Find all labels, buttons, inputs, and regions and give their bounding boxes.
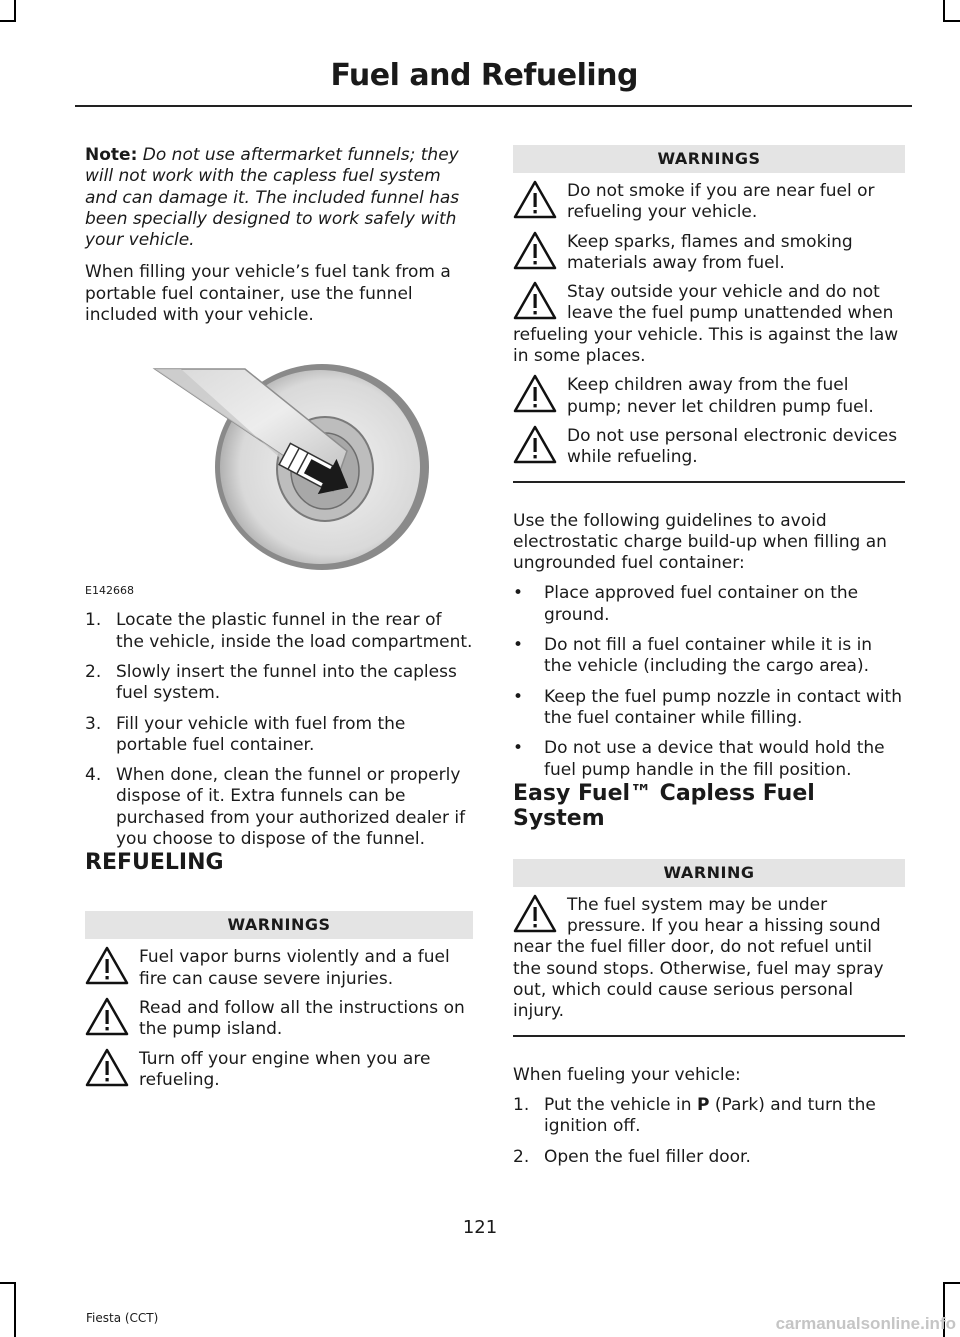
warning-triangle-icon xyxy=(513,424,565,466)
right-column xyxy=(513,145,905,1168)
watermark: carmanualsonline.info xyxy=(775,1314,956,1333)
fueling-steps xyxy=(513,1095,905,1168)
step-number: 2. xyxy=(513,1146,530,1167)
figure-code: E142668 xyxy=(85,584,134,598)
park-label: P xyxy=(696,1094,710,1115)
list-item xyxy=(513,635,905,678)
list-item xyxy=(513,687,905,730)
warning-text: Keep sparks, flames and smoking materials away from fuel. xyxy=(567,231,853,273)
list-item xyxy=(85,765,473,850)
bullet-text: Do not fill a fuel container while it is in the vehicle (including the cargo area). xyxy=(544,635,873,677)
crop-mark xyxy=(943,1282,960,1284)
warning-item xyxy=(513,282,905,367)
list-item xyxy=(513,583,905,626)
step-number: 1. xyxy=(85,610,102,631)
warning-triangle-icon xyxy=(513,893,565,935)
crop-mark xyxy=(943,0,945,22)
warning-text: Do not smoke if you are near fuel or refueling your vehicle. xyxy=(567,181,875,223)
warning-text: Read and follow all the instructions on the pump island. xyxy=(139,997,465,1040)
warning-text: Turn off your engine when you are refueling. xyxy=(139,1048,431,1090)
warning-banner: WARNING xyxy=(513,859,905,887)
header-rule xyxy=(75,105,912,107)
list-item xyxy=(513,1095,905,1138)
funnel-steps xyxy=(85,610,473,850)
warning-text: Fuel vapor burns violently and a fuel fire can cause severe injuries. xyxy=(139,947,450,989)
section-heading-easy-fuel: Easy Fuel™ Capless Fuel System xyxy=(513,780,815,831)
bullet-text: Place approved fuel container on the ground. xyxy=(544,583,859,625)
bullet-text: Do not use a device that would hold the fuel pump handle in the fill position. xyxy=(544,738,885,780)
left-column xyxy=(85,145,473,1091)
warning-triangle-icon xyxy=(513,280,565,322)
crop-mark xyxy=(14,1282,16,1337)
warning-item xyxy=(513,426,905,469)
warning-item xyxy=(85,947,473,990)
guidelines-paragraph: Use the following guidelines to avoid electrostatic charge build-up when filling an ungrounded fuel container: xyxy=(513,510,887,574)
warning-item xyxy=(513,895,905,1023)
intro-paragraph: When filling your vehicle’s fuel tank from a portable fuel container, use the funnel included with your vehicle. xyxy=(85,262,451,326)
warning-text: The fuel system may be under pressure. If you hear a hissing sound near the fuel filler door, do not refuel until the sound stops. Otherwise, fuel may spray out, which could cause serious personal injury. xyxy=(513,894,884,1022)
funnel-figure xyxy=(85,339,473,601)
step-number: 4. xyxy=(85,765,102,786)
warning-text: Do not use personal electronic devices while refueling. xyxy=(567,425,898,468)
bullet: • xyxy=(513,738,524,759)
crop-mark xyxy=(14,0,16,22)
warning-text: Stay outside your vehicle and do not leave the fuel pump unattended when refueling your vehicle. This is against the law in some places. xyxy=(513,282,899,367)
crop-mark xyxy=(0,1282,16,1284)
warning-item xyxy=(85,998,473,1041)
step-text: Open the fuel filler door. xyxy=(544,1146,751,1167)
note-text: Do not use aftermarket funnels; they will not work with the capless fuel system and can damage it. The included funnel has been specially designed to work safely with your vehicle. xyxy=(85,145,460,251)
list-item xyxy=(85,610,473,653)
bullet: • xyxy=(513,686,524,707)
page-title: Fuel and Refueling xyxy=(330,58,638,93)
section-heading-refueling: REFUELING xyxy=(85,850,224,876)
step-text: Fill your vehicle with fuel from the portable fuel container. xyxy=(116,713,406,755)
step-number: 2. xyxy=(85,661,102,682)
warning-triangle-icon xyxy=(85,1047,137,1089)
warning-triangle-icon xyxy=(85,996,137,1038)
warning-item xyxy=(85,1049,473,1092)
list-item xyxy=(513,1147,905,1168)
warning-item xyxy=(513,181,905,224)
warning-text: Keep children away from the fuel pump; never let children pump fuel. xyxy=(567,375,874,417)
step-text: Slowly insert the funnel into the capless fuel system. xyxy=(116,661,457,704)
bullet: • xyxy=(513,635,524,656)
warnings-banner: WARNINGS xyxy=(85,911,473,939)
list-item xyxy=(85,662,473,705)
guidelines-list xyxy=(513,583,905,780)
warning-triangle-icon xyxy=(513,230,565,272)
when-fueling-paragraph: When fueling your vehicle: xyxy=(513,1064,741,1085)
footer-model: Fiesta (CCT) xyxy=(86,1311,159,1325)
warning-end-rule xyxy=(513,1035,905,1037)
step-text: When done, clean the funnel or properly dispose of it. Extra funnels can be purchased from your authorized dealer if you choose to dispose of the funnel. xyxy=(116,765,466,850)
bullet: • xyxy=(513,583,524,604)
warning-triangle-icon xyxy=(513,373,565,415)
step-text: (Park) and turn the ignition off. xyxy=(544,1094,876,1137)
warning-item xyxy=(513,375,905,418)
warning-triangle-icon xyxy=(513,179,565,221)
crop-mark xyxy=(0,20,16,22)
note-paragraph xyxy=(85,145,473,251)
list-item xyxy=(513,738,905,781)
step-text: Locate the plastic funnel in the rear of the vehicle, inside the load compartment. xyxy=(116,610,473,652)
warning-item xyxy=(513,232,905,275)
step-text: Put the vehicle in xyxy=(544,1094,697,1115)
crop-mark xyxy=(943,20,960,22)
bullet-text: Keep the fuel pump nozzle in contact with the fuel container while filling. xyxy=(544,686,902,728)
warnings-banner: WARNINGS xyxy=(513,145,905,173)
funnel-illustration xyxy=(85,339,473,601)
note-label: Note: xyxy=(85,145,138,165)
step-number: 3. xyxy=(85,713,102,734)
step-number: 1. xyxy=(513,1094,530,1115)
warnings-end-rule xyxy=(513,481,905,483)
list-item xyxy=(85,714,473,757)
page-number: 121 xyxy=(462,1217,498,1238)
warning-triangle-icon xyxy=(85,945,137,987)
